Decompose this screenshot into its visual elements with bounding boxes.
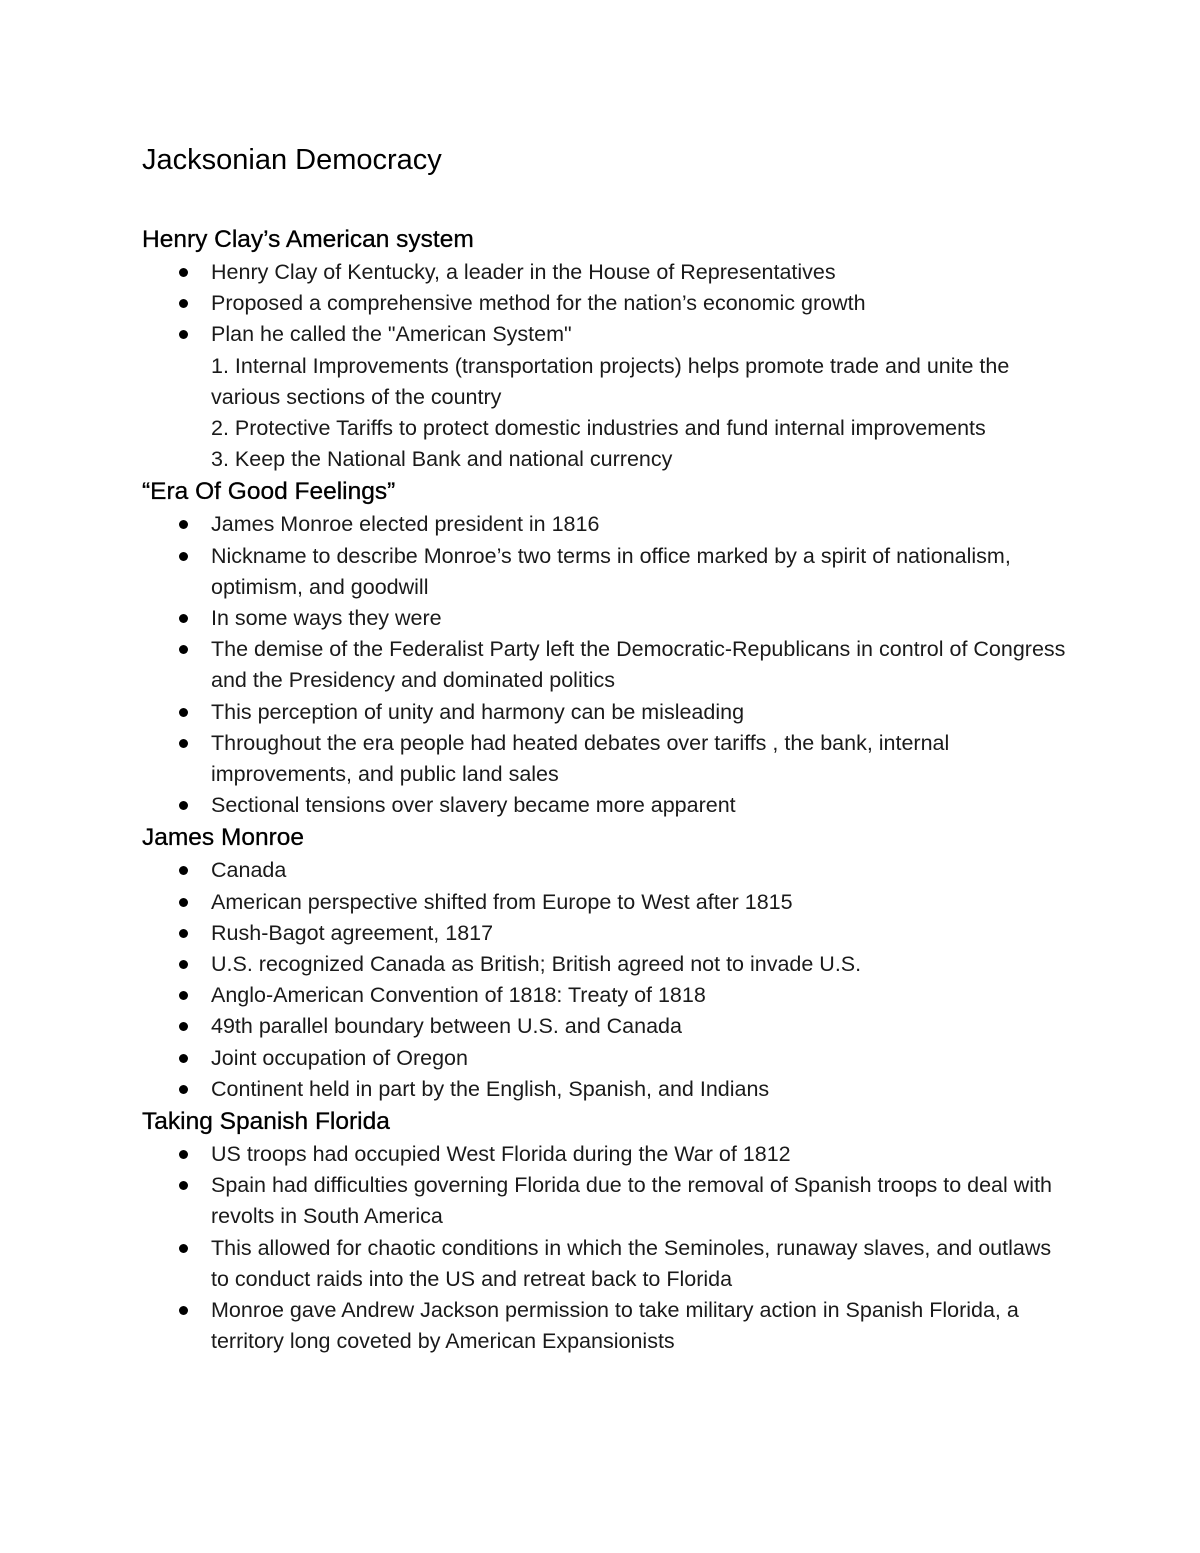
numbered-item: 3. Keep the National Bank and national currency bbox=[211, 447, 673, 472]
document-body bbox=[142, 140, 1072, 1358]
bullet-icon bbox=[179, 1181, 188, 1190]
bullet-icon bbox=[179, 330, 188, 339]
list-item: James Monroe elected president in 1816 bbox=[142, 509, 1072, 540]
bullet-icon bbox=[179, 991, 188, 1000]
bullet-icon bbox=[179, 645, 188, 654]
section-heading: James Monroe bbox=[142, 824, 305, 852]
list-item: Rush-Bagot agreement, 1817 bbox=[142, 918, 1072, 949]
bullet-icon bbox=[179, 708, 188, 717]
bullet-icon bbox=[179, 898, 188, 907]
list-item: US troops had occupied West Florida during the War of 1812 bbox=[142, 1139, 1072, 1170]
list-item: U.S. recognized Canada as British; British agreed not to invade U.S. bbox=[142, 949, 1072, 980]
list-item: This allowed for chaotic conditions in which the Seminoles, runaway slaves, and outlaws to conduct raids into the US and retreat back to Florida bbox=[142, 1233, 1072, 1295]
section-heading: Taking Spanish Florida bbox=[142, 1108, 390, 1136]
list-item: The demise of the Federalist Party left the Democratic-Republicans in control of Congress and the Presidency and dominated politics bbox=[142, 634, 1072, 696]
list-item: Canada bbox=[142, 855, 1072, 886]
bullet-list bbox=[142, 1139, 1072, 1357]
bullet-icon bbox=[179, 1244, 188, 1253]
bullet-icon bbox=[179, 520, 188, 529]
bullet-list bbox=[142, 855, 1072, 1105]
list-item: Nickname to describe Monroe’s two terms in office marked by a spirit of nationalism, optimism, and goodwill bbox=[142, 541, 1072, 603]
list-item: This perception of unity and harmony can be misleading bbox=[142, 697, 1072, 728]
list-item: Spain had difficulties governing Florida due to the removal of Spanish troops to deal with revolts in South America bbox=[142, 1170, 1072, 1232]
bullet-icon bbox=[179, 739, 188, 748]
bullet-icon bbox=[179, 1150, 188, 1159]
document-title: Jacksonian Democracy bbox=[142, 144, 442, 176]
bullet-icon bbox=[179, 1054, 188, 1063]
bullet-list bbox=[142, 509, 1072, 821]
numbered-list bbox=[142, 351, 1072, 476]
list-item: Henry Clay of Kentucky, a leader in the House of Representatives bbox=[142, 257, 1072, 288]
bullet-icon bbox=[179, 801, 188, 810]
bullet-icon bbox=[179, 1306, 188, 1315]
list-item: Throughout the era people had heated debates over tariffs , the bank, internal improvements, and public land sales bbox=[142, 728, 1072, 790]
numbered-item: 2. Protective Tariffs to protect domestic industries and fund internal improvements bbox=[211, 416, 986, 441]
section-american-system bbox=[142, 223, 1072, 475]
list-item: Plan he called the "American System" bbox=[142, 319, 1072, 350]
bullet-icon bbox=[179, 960, 188, 969]
section-taking-spanish-florida bbox=[142, 1105, 1072, 1357]
section-heading: Henry Clay’s American system bbox=[142, 226, 474, 253]
section-era-of-good-feelings bbox=[142, 475, 1072, 821]
list-item: Continent held in part by the English, Spanish, and Indians bbox=[142, 1074, 1072, 1105]
list-item: Anglo-American Convention of 1818: Treaty of 1818 bbox=[142, 980, 1072, 1011]
list-item: 49th parallel boundary between U.S. and Canada bbox=[142, 1011, 1072, 1042]
list-item: Proposed a comprehensive method for the nation’s economic growth bbox=[142, 288, 1072, 319]
bullet-icon bbox=[179, 1022, 188, 1031]
bullet-icon bbox=[179, 552, 188, 561]
bullet-icon bbox=[179, 1085, 188, 1094]
bullet-icon bbox=[179, 866, 188, 875]
bullet-icon bbox=[179, 929, 188, 938]
bullet-icon bbox=[179, 299, 188, 308]
list-item: American perspective shifted from Europe to West after 1815 bbox=[142, 887, 1072, 918]
bullet-icon bbox=[179, 268, 188, 277]
section-james-monroe bbox=[142, 821, 1072, 1105]
numbered-item: 1. Internal Improvements (transportation projects) helps promote trade and unite the various sections of the country bbox=[211, 353, 1010, 409]
list-item: Monroe gave Andrew Jackson permission to take military action in Spanish Florida, a territory long coveted by American Expansionists bbox=[142, 1295, 1072, 1357]
list-item: Joint occupation of Oregon bbox=[142, 1043, 1072, 1074]
list-item: Sectional tensions over slavery became more apparent bbox=[142, 790, 1072, 821]
bullet-list bbox=[142, 257, 1072, 351]
section-heading: “Era Of Good Feelings” bbox=[142, 478, 396, 506]
bullet-icon bbox=[179, 614, 188, 623]
list-item: In some ways they were bbox=[142, 603, 1072, 634]
